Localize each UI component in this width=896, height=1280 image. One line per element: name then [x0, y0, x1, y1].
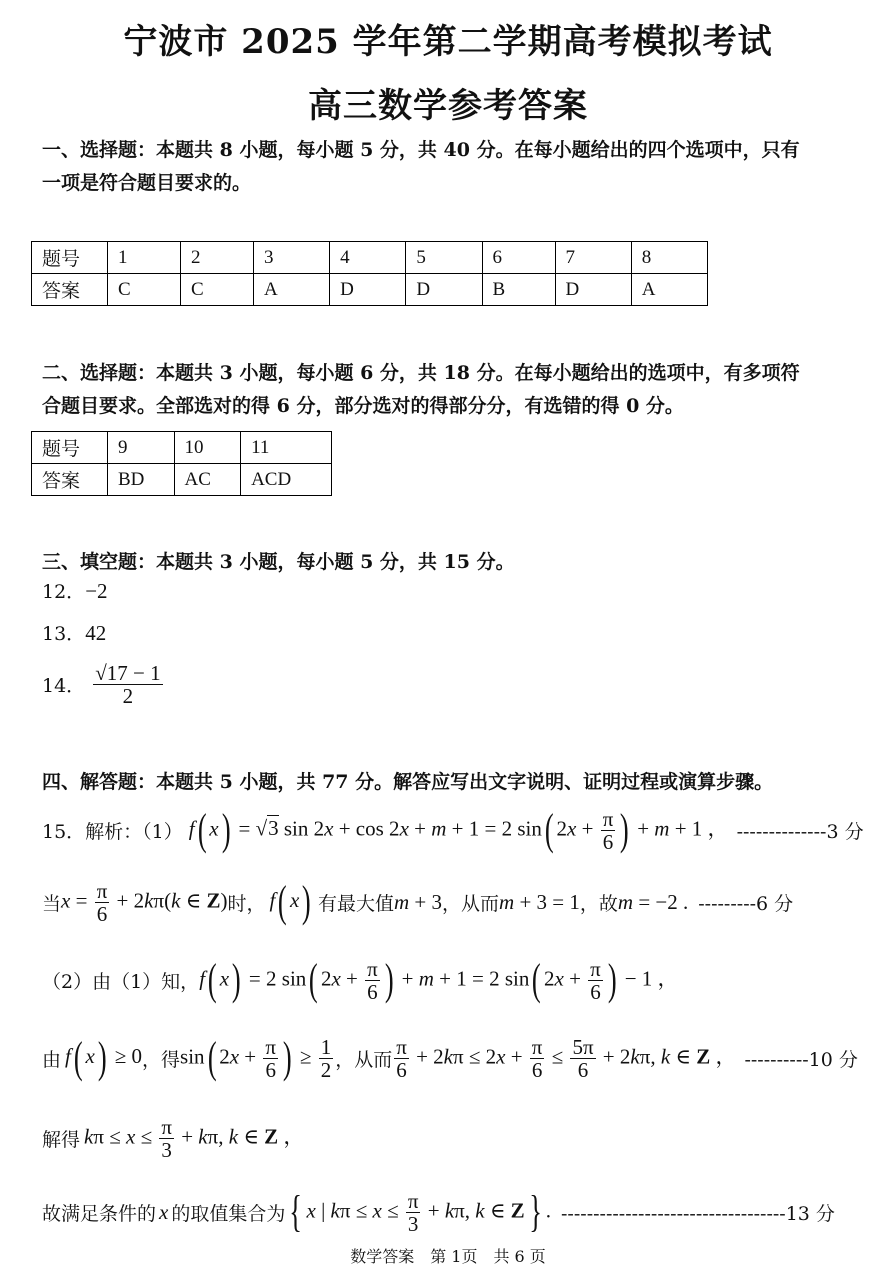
question-number-cell: 6 [482, 242, 555, 274]
formula-sin-ineq: sin( 2x + $\frac{\pi}{6}$ ) ≥ $\frac{1}{2}$ [180, 1033, 332, 1082]
text-you: 由 [42, 1048, 62, 1071]
section2-heading-line1: 二、选择题：本题共 3 小题，每小题 6 分，共 18 分。在每小题给出的选项中，有多项符 [42, 362, 800, 384]
q15-part2-label: （2）由（1）知， [42, 970, 200, 993]
q15-label: 15．解析：（1） [42, 820, 183, 843]
formula-f-simplified: f( x) = 2 sin( 2x + $\frac{\pi}{6}$ ) + m + 1 = 2 sin( 2x + $\frac{\pi}{6}$ ) − 1 ， [199, 955, 679, 1004]
table-header-cell: 答案 [32, 274, 108, 306]
score-marker-13: -----------------------------------13 分 [561, 1202, 835, 1225]
answer-key-title: 高三数学参考答案 [308, 86, 588, 126]
formula-range: $\frac{\pi}{6}$ + 2kπ ≤ 2x + $\frac{\pi}{6}$ ≤ $\frac{5\pi}{6}$ + 2kπ, k ∈ Z ， [396, 1034, 737, 1082]
q15-inequality-line [42, 1028, 858, 1088]
section3-heading: 三、填空题：本题共 3 小题，每小题 5 分，共 15 分。 [42, 551, 515, 573]
answer-cell: A [631, 274, 707, 306]
answer-cell: AC [174, 464, 241, 496]
q12-label: 12． [42, 581, 86, 603]
question-number-cell: 7 [555, 242, 631, 274]
question-number-cell: 8 [631, 242, 707, 274]
answer-cell: D [406, 274, 482, 306]
q15-part2-line [42, 950, 679, 1010]
q12-answer [42, 577, 108, 604]
question-number-cell: 10 [174, 432, 241, 464]
answer-cell: C [108, 274, 181, 306]
page-footer: 数学答案 第 1页 共 6 页 [350, 1247, 546, 1266]
formula-f-expansion: f( x) = √3 sin 2x + cos 2x + m + 1 = 2 sin( 2x + $\frac{\pi}{6}$ ) + m + 1 ， [188, 805, 729, 854]
answer-cell: C [180, 274, 253, 306]
answer-cell: D [555, 274, 631, 306]
q12-value: −2 [85, 579, 108, 603]
q14-fraction [93, 662, 162, 707]
text-max: 有最大值 [317, 892, 394, 915]
q14-numerator: 17 − 1 [106, 661, 161, 685]
answer-cell: A [253, 274, 329, 306]
answer-cell: ACD [241, 464, 332, 496]
formula-fx-nonneg: f( x) ≥ 0 [65, 1033, 143, 1082]
section2-answer-table [31, 431, 332, 496]
answer-cell: BD [108, 464, 175, 496]
q13-value: 42 [85, 621, 107, 645]
exam-title: 宁波市 2025 学年第二学期高考模拟考试 [123, 22, 773, 62]
score-marker-6: ---------6 分 [698, 892, 794, 915]
section1-heading-line1: 一、选择题：本题共 8 小题，每小题 5 分，共 40 分。在每小题给出的四个选项中，只有 [42, 139, 800, 161]
formula-m-plus-3: m + 3 [393, 889, 442, 914]
table-row [32, 242, 708, 274]
table-header-cell: 题号 [32, 432, 108, 464]
text-gu: ，故 [579, 892, 618, 915]
question-number-cell: 5 [406, 242, 482, 274]
question-number-cell: 1 [108, 242, 181, 274]
question-number-cell: 3 [253, 242, 329, 274]
question-number-cell: 9 [108, 432, 175, 464]
section4-heading: 四、解答题：本题共 5 小题，共 77 分。解答应写出文字说明、证明过程或演算步骤。 [42, 771, 774, 793]
text-dang: 当 [42, 892, 62, 915]
formula-x-value: x = $\frac{\pi}{6}$ + 2kπ(k ∈ Z) [61, 878, 228, 926]
score-marker-3: --------------3 分 [736, 820, 864, 843]
table-header-cell: 答案 [32, 464, 108, 496]
score-marker-10: ----------10 分 [744, 1048, 858, 1071]
text-congr2: ，从而 [335, 1048, 393, 1071]
table-header-cell: 题号 [32, 242, 108, 274]
q15-max-line [42, 872, 793, 932]
answer-cell: B [482, 274, 555, 306]
table-row [32, 274, 708, 306]
answer-cell: D [330, 274, 406, 306]
table-row [32, 432, 332, 464]
text-conclusion-start: 故满足条件的 [42, 1202, 157, 1225]
formula-m-eq: m + 3 = 1 [499, 889, 580, 914]
text-de: ，得 [142, 1048, 181, 1071]
q14-label: 14． [42, 675, 86, 697]
formula-m-result: m = −2 . [617, 889, 689, 914]
q14-answer [42, 662, 165, 707]
formula-solution-set: { x | kπ ≤ x ≤ $\frac{\pi}{3}$ + kπ, k ∈ Z} . [289, 1187, 552, 1236]
q14-denominator: 2 [122, 684, 134, 708]
formula-fx: f( x) [269, 877, 312, 926]
sqrt-sign: √ [95, 661, 107, 685]
q15-part1-line [42, 800, 864, 860]
table-row [32, 464, 332, 496]
text-jiede: 解得 [42, 1128, 81, 1151]
question-number-cell: 2 [180, 242, 253, 274]
question-number-cell: 11 [241, 432, 332, 464]
section1-answer-table [31, 241, 708, 306]
formula-x-var: x [159, 1199, 169, 1224]
q13-answer [42, 619, 106, 646]
q15-solution-line [42, 1108, 304, 1168]
text-congr: ，从而 [442, 892, 500, 915]
formula-k-range: kπ ≤ x ≤ $\frac{\pi}{3}$ + kπ, k ∈ Z ， [84, 1114, 305, 1162]
text-conclusion-mid: 的取值集合为 [171, 1202, 286, 1225]
question-number-cell: 4 [330, 242, 406, 274]
q15-conclusion-line [42, 1182, 835, 1242]
q13-label: 13． [42, 623, 86, 645]
section2-heading-line2: 合题目要求。全部选对的得 6 分，部分选对的得部分分，有选错的得 0 分。 [42, 395, 684, 417]
text-shi: 时， [227, 892, 266, 915]
section1-heading-line2: 一项是符合题目要求的。 [42, 172, 252, 194]
